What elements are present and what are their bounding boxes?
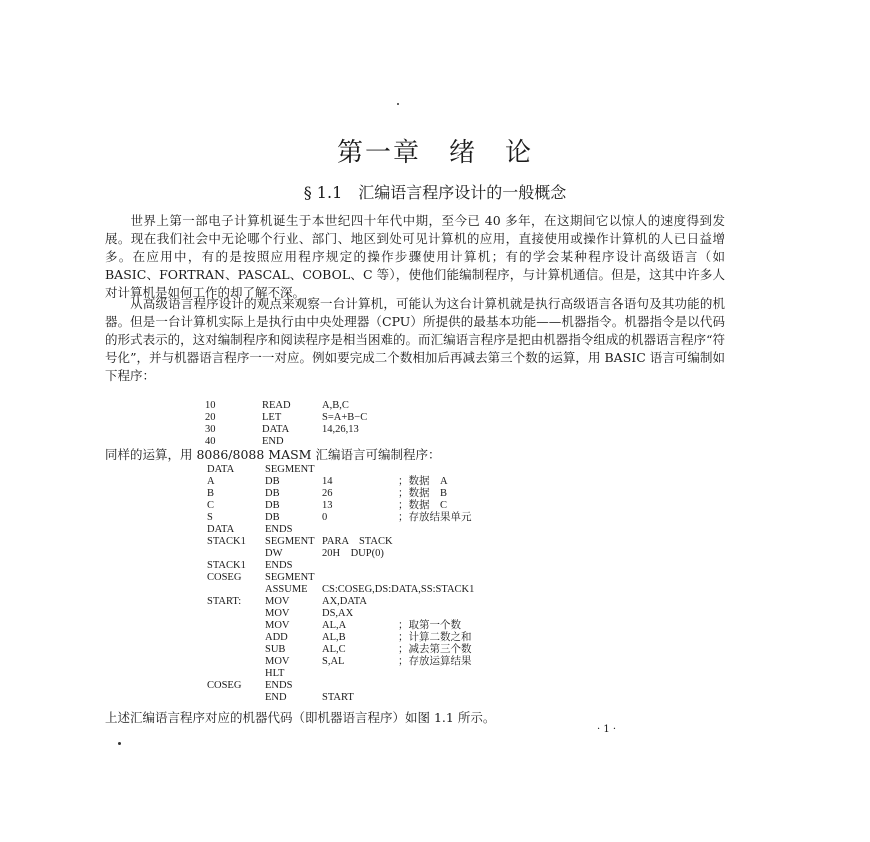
masm-opcode: MOV: [265, 608, 290, 619]
paragraph-2: [105, 295, 725, 385]
masm-opcode: MOV: [265, 596, 290, 607]
page-number: · 1 ·: [597, 724, 617, 735]
masm-label: B: [207, 488, 215, 499]
masm-operand: S,AL: [322, 656, 345, 667]
masm-opcode: DB: [265, 512, 280, 523]
masm-operand: CS:COSEG,DS:DATA,SS:STACK1: [322, 584, 475, 595]
masm-operand: AL,B: [322, 632, 346, 643]
masm-opcode: ENDS: [265, 560, 293, 571]
masm-opcode: DB: [265, 476, 280, 487]
masm-opcode: ENDS: [265, 524, 293, 535]
basic-line-number: 20: [205, 412, 216, 423]
masm-opcode: MOV: [265, 620, 290, 631]
basic-line-number: 30: [205, 424, 216, 435]
basic-keyword: END: [262, 436, 284, 447]
masm-opcode: ASSUME: [265, 584, 308, 595]
masm-opcode: ENDS: [265, 680, 293, 691]
basic-operand: S=A+B−C: [322, 412, 368, 423]
basic-line-number: 40: [205, 436, 216, 447]
masm-operand: 20H DUP(0): [322, 548, 384, 559]
basic-line-number: 10: [205, 400, 216, 411]
masm-operand: PARA STACK: [322, 536, 393, 547]
masm-operand: 26: [322, 488, 333, 499]
basic-operand: 14,26,13: [322, 424, 359, 435]
masm-label: A: [207, 476, 215, 487]
masm-comment: ；计算二数之和: [398, 632, 472, 643]
masm-comment: ；数据 C: [398, 500, 448, 511]
masm-operand: AX,DATA: [322, 596, 367, 607]
basic-keyword: READ: [262, 400, 291, 411]
paragraph-1: [105, 212, 725, 302]
closing-line: 上述汇编语言程序对应的机器代码（即机器语言程序）如图 1.1 所示。: [105, 710, 496, 725]
masm-opcode: END: [265, 692, 287, 703]
masm-opcode: HLT: [265, 668, 285, 679]
masm-label: DATA: [207, 464, 235, 475]
masm-operand: START: [322, 692, 354, 703]
masm-opcode: SEGMENT: [265, 572, 315, 583]
masm-opcode: DW: [265, 548, 283, 559]
masm-intro: 同样的运算，用 8086/8088 MASM 汇编语言可编制程序：: [105, 447, 441, 462]
masm-comment: ；存放运算结果: [398, 656, 472, 667]
section-title: § 1.1 汇编语言程序设计的一般概念: [303, 183, 567, 202]
masm-label: STACK1: [207, 560, 246, 571]
basic-keyword: LET: [262, 412, 282, 423]
masm-operand: AL,C: [322, 644, 346, 655]
masm-comment: ；存放结果单元: [398, 512, 472, 523]
masm-opcode: SUB: [265, 644, 286, 655]
masm-opcode: SEGMENT: [265, 536, 315, 547]
masm-operand: 13: [322, 500, 333, 511]
masm-label: S: [207, 512, 213, 523]
masm-operand: 14: [322, 476, 333, 487]
masm-label: COSEG: [207, 572, 242, 583]
paragraph-2-text: 从高级语言程序设计的观点来观察一台计算机，可能认为这台计算机就是执行高级语言各语句及其功能的机器。但是一台计算机实际上是执行由中央处理器（CPU）所提供的最基本功能——机器指令。机器指令是以代码的形式表示的，这对编制程序和阅读程序是相当困难的。而汇编语言程序是把由机器指令组成的机器语言程序“符号化”，并与机器语言程序一一对应。例如要完成二个数相加后再减去第三个数的运算，用 BASIC 语言可编制如下程序：: [105, 296, 725, 383]
masm-label: COSEG: [207, 680, 242, 691]
masm-opcode: SEGMENT: [265, 464, 315, 475]
masm-operand: AL,A: [322, 620, 347, 631]
basic-operand: A,B,C: [322, 400, 349, 411]
masm-comment: ；减去第三个数: [398, 644, 472, 655]
masm-comment: ；数据 B: [398, 488, 448, 499]
masm-label: STACK1: [207, 536, 246, 547]
masm-label: START:: [207, 596, 242, 607]
masm-operand: 0: [322, 512, 328, 523]
scan-speck: [118, 742, 121, 745]
masm-opcode: ADD: [265, 632, 288, 643]
masm-comment: ；取第一个数: [398, 620, 461, 631]
masm-label: DATA: [207, 524, 235, 535]
masm-opcode: MOV: [265, 656, 290, 667]
scan-speck: [397, 103, 399, 105]
chapter-title: 第一章 绪 论: [336, 138, 533, 168]
masm-opcode: DB: [265, 500, 280, 511]
paragraph-1-text: 世界上第一部电子计算机诞生于本世纪四十年代中期，至今已 40 多年，在这期间它以惊人的速度得到发展。现在我们社会中无论哪个行业、部门、地区到处可见计算机的应用，直接使用或操作计算机的人已日益增多。在应用中，有的是按照应用程序规定的操作步骤使用计算机；有的学会某种程序设计高级语言（如 BASIC、FORTRAN、PASCAL、COBOL、C 等），使他们能编制程序，与计算机通信。但是，这其中许多人对计算机是如何工作的却了解不深。: [105, 213, 725, 300]
masm-opcode: DB: [265, 488, 280, 499]
masm-operand: DS,AX: [322, 608, 354, 619]
masm-label: C: [207, 500, 215, 511]
masm-comment: ；数据 A: [398, 476, 448, 487]
basic-keyword: DATA: [262, 424, 290, 435]
